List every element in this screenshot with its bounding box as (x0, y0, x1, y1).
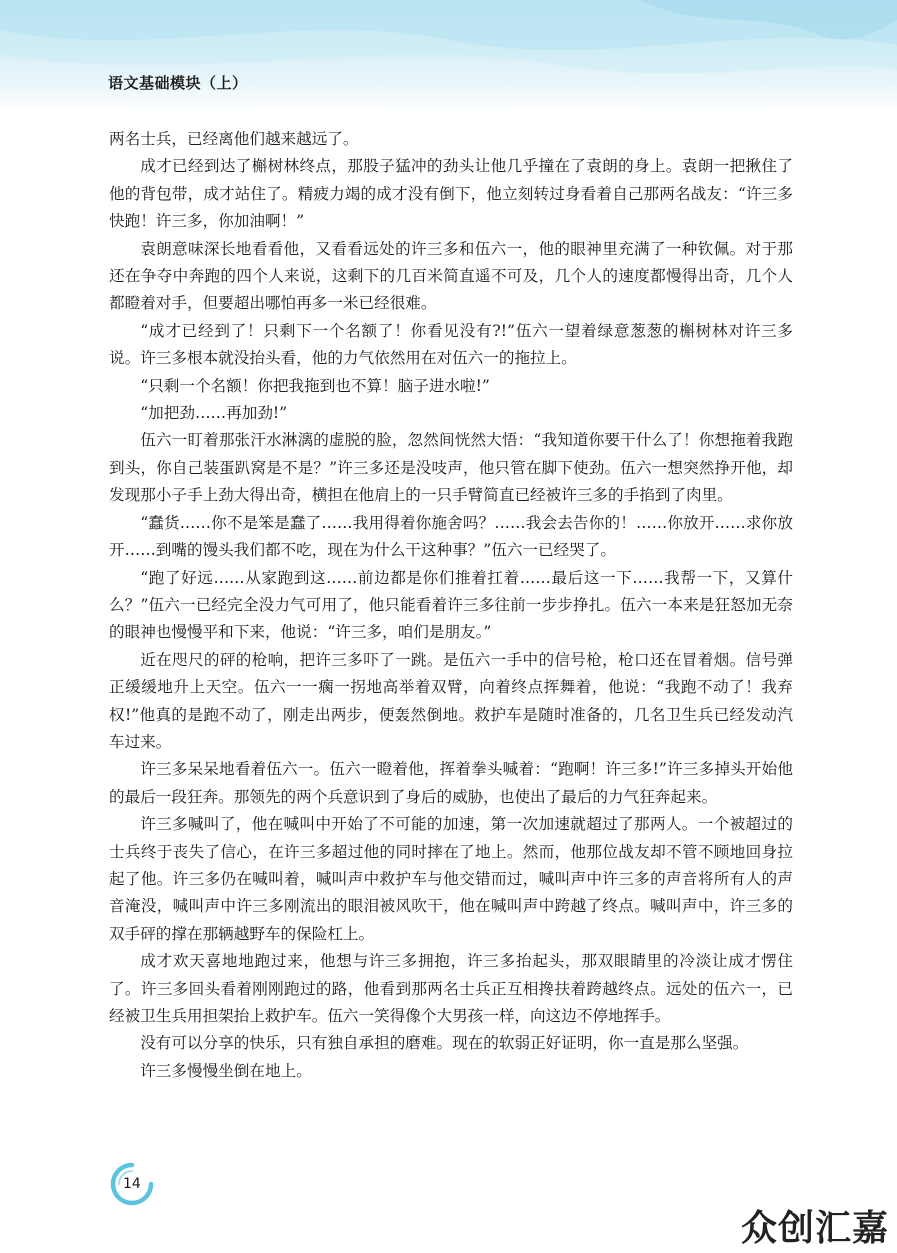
paragraph: “蠢货……你不是笨是蠢了……我用得着你施舍吗？……我会去告你的！……你放开……求你放开……到嘴的馒头我们都不吃，现在为什么干这种事？”伍六一已经哭了。 (109, 513, 793, 560)
paragraph: 许三多喊叫了，他在喊叫中开始了不可能的加速，第一次加速就超过了那两人。一个被超过的士兵终于丧失了信心，在许三多超过他的同时摔在了地上。然而，他那位战友却不管不顾地回身拉起了他。许三多仍在喊叫着，喊叫声中救护车与他交错而过，喊叫声中许三多的声音将所有人的声音淹没，喊叫声中许三多刚流出的眼泪被风吹干，他在喊叫声中跨越了终点。喊叫声中，许三多的双手砰的撑在那辆越野车的保险杠上。 (109, 815, 793, 943)
paragraph: 袁朗意味深长地看看他，又看看远处的许三多和伍六一，他的眼神里充满了一种钦佩。对于那还在争夺中奔跑的四个人来说，这剩下的几百米简直遥不可及，几个人的速度都慢得出奇，几个人都瞪着对手，但要超出哪怕再多一米已经很难。 (109, 239, 793, 313)
paragraph: 伍六一盯着那张汗水淋漓的虚脱的脸，忽然间恍然大悟：“我知道你要干什么了！你想拖着我跑到头，你自己装蛋趴窝是不是？”许三多还是没吱声，他只管在脚下使劲。伍六一想突然挣开他，却发现那小子手上劲大得出奇，横担在他肩上的一只手臂简直已经被许三多的手掐到了肉里。 (109, 431, 793, 505)
paragraph: “加把劲……再加劲!” (140, 404, 288, 423)
page-number: 14 (123, 1176, 141, 1192)
header-band (0, 0, 897, 112)
paragraph: “跑了好远……从家跑到这……前边都是你们推着扛着……最后这一下……我帮一下，又算什么？”伍六一已经完全没力气可用了，他只能看着许三多往前一步步挣扎。伍六一本来是狂怒加无奈的眼神也慢慢平和下来，他说：“许三多，咱们是朋友。” (109, 568, 793, 642)
paragraph: 许三多慢慢坐倒在地上。 (140, 1061, 312, 1080)
watermark-logo: 众创汇嘉 (740, 1208, 889, 1249)
paragraph: 没有可以分享的快乐，只有独自承担的磨难。现在的软弱正好证明，你一直是那么坚强。 (140, 1034, 749, 1053)
page-number-badge (110, 1162, 154, 1206)
paragraph: 许三多呆呆地看着伍六一。伍六一瞪着他，挥着拳头喊着：“跑啊！许三多!”许三多掉头开始他的最后一段狂奔。那领先的两个兵意识到了身后的威胁，也使出了最后的力气狂奔起来。 (109, 760, 793, 806)
paragraph: 近在咫尺的砰的枪响，把许三多吓了一跳。是伍六一手中的信号枪，枪口还在冒着烟。信号弹正缓缓地升上天空。伍六一一瘸一拐地高举着双臂，向着终点挥舞着，他说：“我跑不动了！我弃权!”他真的是跑不动了，刚走出两步，便轰然倒地。救护车是随时准备的，几名卫生兵已经发动汽车过来。 (109, 650, 793, 751)
paragraph: “只剩一个名额！你把我拖到也不算！脑子进水啦!” (140, 376, 490, 395)
book-title: 语文基础模块（上） (108, 74, 248, 92)
header-wave-decoration (0, 0, 897, 112)
paragraph: 成才已经到达了槲树林终点，那股子猛冲的劲头让他几乎撞在了袁朗的身上。袁朗一把揪住了他的背包带，成才站住了。精疲力竭的成才没有倒下，他立刻转过身看着自己那两名战友：“许三多快跑！许三多，你加油啊！” (109, 157, 793, 231)
article-body (109, 126, 793, 1085)
paragraph: “成才已经到了！只剩下一个名额了！你看见没有?!”伍六一望着绿意葱葱的槲树林对许三多说。许三多根本就没抬头看，他的力气依然用在对伍六一的拖拉上。 (109, 321, 793, 368)
paragraph: 成才欢天喜地地跑过来，他想与许三多拥抱，许三多抬起头，那双眼睛里的冷淡让成才愣住了。许三多回头看着刚刚跑过的路，他看到那两名士兵正互相搀扶着跨越终点。远处的伍六一，已经被卫生兵用担架抬上救护车。伍六一笑得像个大男孩一样，向这边不停地挥手。 (109, 952, 793, 1025)
paragraph: 两名士兵，已经离他们越来越远了。 (109, 130, 359, 148)
